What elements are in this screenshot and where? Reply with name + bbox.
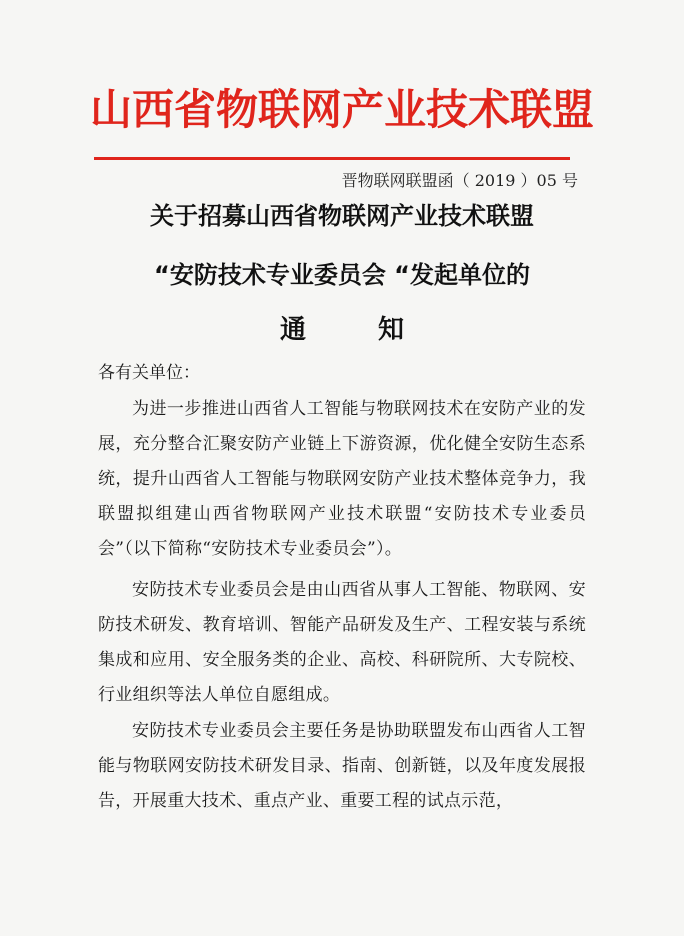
notice-title-char-right: 知 <box>378 315 405 345</box>
body-paragraph-1: 为进一步推进山西省人工智能与物联网技术在安防产业的发展，充分整合汇聚安防产业链上下游资源，优化健全安防生态系统，提升山西省人工智能与物联网安防产业技术整体竞争力，我联盟拟组建山西省物联网产业技术联盟“安防技术专业委员会”（以下简称“安防技术专业委员会”）。 <box>98 399 586 559</box>
organization-header: 山西省物联网产业技术联盟 <box>89 85 594 134</box>
notice-title-line-1: 关于招募山西省物联网产业技术联盟 <box>150 202 534 230</box>
salutation: 各有关单位： <box>98 363 200 383</box>
notice-title-line-2: “安防技术专业委员会 “发起单位的 <box>154 261 530 289</box>
notice-title-line-3 <box>0 311 684 349</box>
notice-title-char-left: 通 <box>279 315 306 345</box>
body-paragraph-3: 安防技术专业委员会主要任务是协助联盟发布山西省人工智能与物联网安防技术研发目录、指南、创新链，以及年度发展报告，开展重大技术、重点产业、重要工程的试点示范， <box>98 721 586 811</box>
body-paragraph-2: 安防技术专业委员会是由山西省从事人工智能、物联网、安防技术研发、教育培训、智能产品研发及生产、工程安装与系统集成和应用、安全服务类的企业、高校、科研院所、大专院校、行业组织等法人单位自愿组成。 <box>98 580 586 705</box>
red-divider-line <box>94 157 570 160</box>
document-number: 晋物联网联盟函（ 2019 ）05 号 <box>341 171 578 190</box>
